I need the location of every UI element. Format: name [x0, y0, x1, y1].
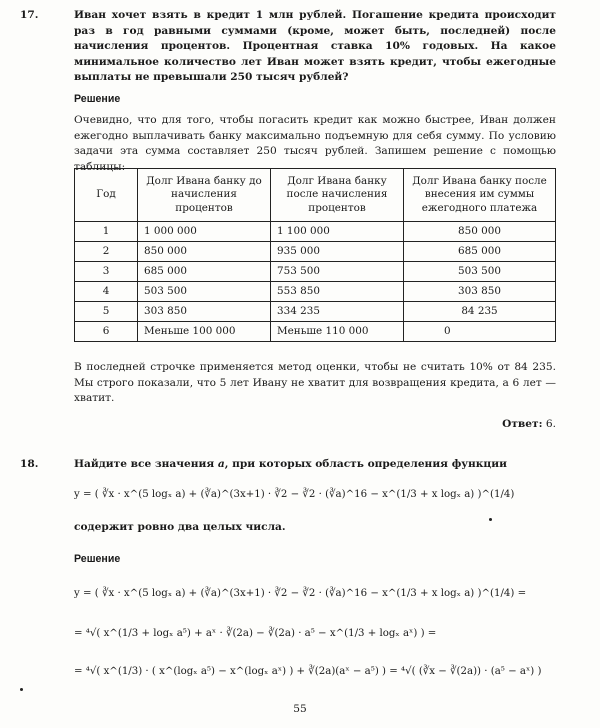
table-cell-year: 4	[75, 282, 138, 302]
problem-18-statement-end-text: содержит ровно два целых числа.	[74, 521, 286, 533]
table-cell: 503 500	[138, 282, 271, 302]
problem-17-number: 17.	[20, 9, 39, 21]
table-cell-year: 5	[75, 302, 138, 322]
table-cell: 303 850	[404, 282, 556, 302]
table-cell-year: 2	[75, 242, 138, 262]
table-row	[75, 282, 556, 302]
table-row	[75, 222, 556, 242]
problem-17-statement-text: Иван хочет взять в кредит 1 млн рублей. Погашение кредита происходит раз в год равными суммами (кроме, может быть, последней) после начисления процентов. Процентная ставка 10% годовых. На какое минимальное количество лет Иван может взять кредит, чтобы ежегодные выплаты не превышали 250 тысяч рублей?	[74, 9, 556, 84]
solution-formula-line-1: y = ( ∛x · x^(5 logₓ a) + (∛a)^(3x+1) · ∛2 − ∛2 · (∛a)^16 − x^(1/3 + x logₓ a) )^(1/4) =	[74, 588, 527, 599]
problem-18-statement-before: Найдите все значения	[74, 458, 218, 470]
solution-formula-line-3: = ⁴√( x^(1/3) · ( x^(logₓ a⁵) − x^(logₓ aˣ) ) + ∛(2a)(aˣ − a⁵) ) = ⁴√( (∛x − ∛(2a)) · (a⁵ − aˣ) )	[74, 666, 542, 677]
problem-18-statement-after: , при которых область определения функции	[224, 458, 507, 470]
problem-17-statement	[74, 8, 556, 86]
problem-18-main-formula: y = ( ∛x · x^(5 logₓ a) + (∛a)^(3x+1) · ∛2 − ∛2 · (∛a)^16 − x^(1/3 + x logₓ a) )^(1/4)	[74, 489, 515, 500]
speck-mark	[20, 688, 23, 691]
table-cell: 334 235	[271, 302, 404, 322]
table-cell: 0	[404, 322, 556, 342]
solution-formula-line-2: = ⁴√( x^(1/3 + logₓ a⁵) + aˣ · ∛(2a) − ∛(2a) · a⁵ − x^(1/3 + logₓ aˣ) ) =	[74, 628, 437, 639]
table-cell: 84 235	[404, 302, 556, 322]
table-header-after-payment: Долг Ивана банку после внесения им суммы ежегодного платежа	[404, 169, 556, 222]
answer-label: Ответ:	[502, 418, 543, 430]
answer-value: 6.	[545, 418, 556, 430]
table-cell: Меньше 110 000	[271, 322, 404, 342]
table-cell: 553 850	[271, 282, 404, 302]
table-cell: 685 000	[404, 242, 556, 262]
table-cell: 850 000	[138, 242, 271, 262]
table-row	[75, 302, 556, 322]
page-number: 55	[293, 703, 307, 715]
problem-17-conclusion: В последней строчке применяется метод оценки, чтобы не считать 10% от 84 235. Мы строго показали, что 5 лет Ивану не хватит для возвращения кредита, а 6 лет — хватит.	[74, 361, 556, 405]
table-row	[75, 242, 556, 262]
table-cell-year: 1	[75, 222, 138, 242]
problem-18-number: 18.	[20, 458, 39, 470]
table-cell: 1 000 000	[138, 222, 271, 242]
table-cell: 685 000	[138, 262, 271, 282]
speck-mark	[489, 518, 492, 521]
table-cell: 850 000	[404, 222, 556, 242]
table-cell: 753 500	[271, 262, 404, 282]
table-row	[75, 262, 556, 282]
table-cell-year: 3	[75, 262, 138, 282]
problem-17-solution-text: Очевидно, что для того, чтобы погасить кредит как можно быстрее, Иван должен ежегодно выплачивать банку максимально подъемную для себя сумму. По условию задачи эта сумма составляет 250 тысяч рублей. Запишем решение с помощью таблицы:	[74, 114, 556, 173]
table-cell: 503 500	[404, 262, 556, 282]
table-cell: 1 100 000	[271, 222, 404, 242]
table-cell: Меньше 100 000	[138, 322, 271, 342]
table-cell: 303 850	[138, 302, 271, 322]
table-header-before-interest: Долг Ивана банку до начисления процентов	[138, 169, 271, 222]
table-cell-year: 6	[75, 322, 138, 342]
debt-table	[74, 168, 556, 342]
table-row	[75, 322, 556, 342]
table-header-row	[75, 169, 556, 222]
problem-17-solution-heading: Решение	[74, 93, 121, 105]
problem-18-solution-heading: Решение	[74, 553, 121, 565]
problem-18-statement-end	[74, 520, 556, 536]
problem-17-answer	[502, 417, 556, 433]
table-header-after-interest: Долг Ивана банку после начисления процентов	[271, 169, 404, 222]
table-cell: 935 000	[271, 242, 404, 262]
table-header-year: Год	[75, 169, 138, 222]
problem-18-statement	[74, 457, 556, 473]
problem-18-variable: a	[217, 458, 225, 470]
